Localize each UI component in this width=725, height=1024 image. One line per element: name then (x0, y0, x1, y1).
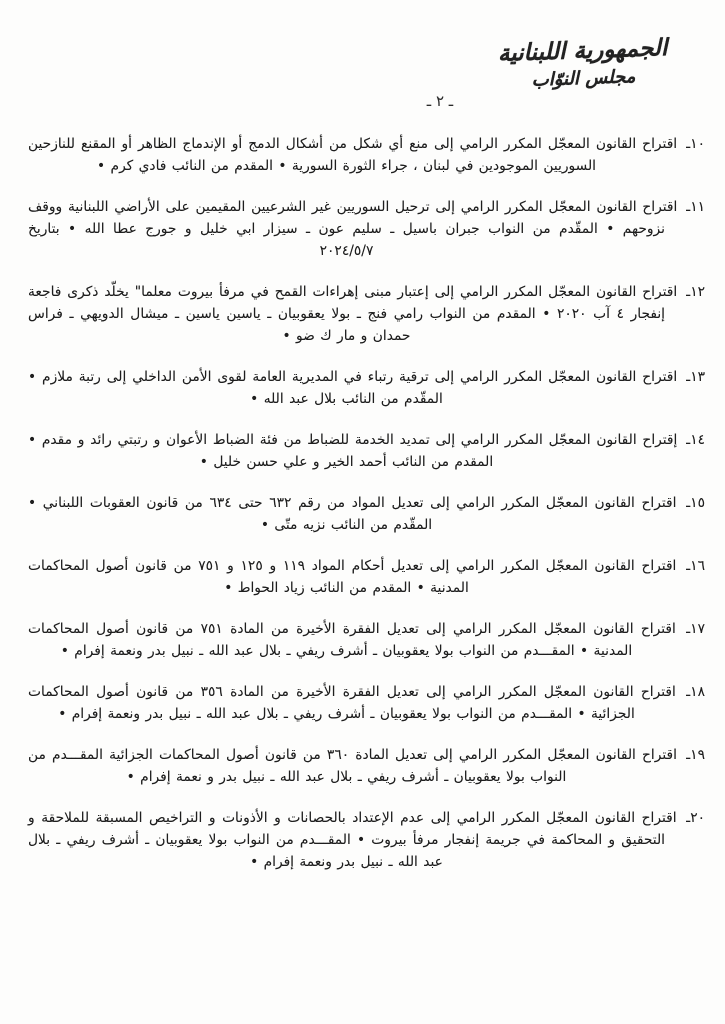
item-text: اقتراح القانون المعجّل المكرر الرامي إلى تعديل المواد من رقم ٦٣٢ حتى ٦٣٤ من قانون العقوبات اللبناني • المقّدم من النائب نزيه متّى • (28, 495, 677, 533)
republic-title: الجمهورية اللبنانية (497, 35, 668, 67)
item-text: اقتراح القانون المعجّل المكرر الرامي إلى تعديل الفقرة الأخيرة من المادة ٣٥٦ من قانون أصول المحاكمات الجزائية • المقـــدم من النواب بولا يعقوبيان ـ أشرف ريفي ـ بلال عبد الله ـ نبيل بدر ونعمة إفرام • (28, 684, 676, 722)
item-text: اقتراح القانون المعجّل المكرر الرامي إلى ترحيل السوريين غير الشرعيين المقيمين على الأراضي اللبنانية ووقف نزوحهم • المقّدم من النواب جبران باسيل ـ سليم عون ـ سيزار ابي خليل و جورج عطا الله • بتاريخ ٢٠٢٤/٥/٧ (28, 199, 678, 259)
item-number: ١٦ـ (686, 558, 705, 574)
list-item (28, 133, 705, 177)
item-number: ٢٠ـ (686, 810, 706, 826)
list-item (28, 492, 705, 536)
item-number: ١٣ـ (686, 369, 706, 385)
item-text: اقتراح القانون المعجّل المكرر الرامي إلى عدم الإعتداد بالحصانات و الأذونات و التراخيص المسبقة للملاحقة و التحقيق و المحاكمة في جريمة إنفجار مرفأ بيروت • المقـــدم من النواب بولا يعقوبيان ـ أشرف ريفي ـ بلال عبد الله ـ نبيل بدر ونعمة إفرام • (28, 810, 677, 870)
item-text: اقتراح القانون المعجّل المكرر الرامي إلى منع أي شكل من أشكال الدمج أو الإندماج الظاهر أو المقنع للنازحين السوريين الموجودين في لبنان ، جراء الثورة السورية • المقدم من النائب فادي كرم • (28, 136, 678, 174)
list-item (28, 196, 705, 262)
list-item (28, 555, 705, 599)
item-number: ١٤ـ (686, 432, 706, 448)
list-item (28, 744, 705, 788)
list-item (28, 281, 705, 347)
item-number: ١٧ـ (686, 621, 705, 637)
parliament-title: مجلس النوّاب (531, 66, 636, 91)
item-number: ١٨ـ (686, 684, 705, 700)
list-item (28, 429, 705, 473)
item-number: ١٩ـ (686, 747, 705, 763)
item-number: ١١ـ (686, 199, 706, 215)
page-number: ـ ٢ ـ (426, 92, 454, 110)
item-text: اقتراح القانون المعجّل المكرر الرامي إلى تعديل المادة ٣٦٠ من قانون أصول المحاكمات الجزائية المقـــدم من النواب بولا يعقوبيان ـ أشرف ريفي ـ بلال عبد الله ـ نبيل بدر و نعمة إفرام • (28, 747, 677, 785)
proposal-list (28, 133, 705, 892)
list-item (28, 807, 705, 873)
list-item (28, 618, 705, 662)
list-item (28, 366, 705, 410)
item-text: اقتراح القانون المعجّل المكرر الرامي إلى إعتبار مبنى إهراءات القمح في مرفأ بيروت معلما" يخلّد ذكرى فاجعة إنفجار ٤ آب ٢٠٢٠ • المقدم من النواب رامي فنج ـ بولا يعقوبيان ـ ياسين ياسين ـ ميشال الدويهي ـ فراس حمدان و مار ك ضو • (28, 284, 678, 344)
list-item (28, 681, 705, 725)
item-number: ١٢ـ (686, 284, 706, 300)
item-text: اقتراح القانون المعجّل المكرر الرامي إلى تعديل أحكام المواد ١١٩ و ١٢٥ و ٧٥١ من قانون أصول المحاكمات المدنية • المقدم من النائب زياد الحواط • (28, 558, 677, 596)
letterhead (462, 32, 704, 96)
item-text: اقتراح القانون المعجّل المكرر الرامي إلى تعديل الفقرة الأخيرة من المادة ٧٥١ من قانون أصول المحاكمات المدنية • المقـــدم من النواب بولا يعقوبيان ـ أشرف ريفي ـ بلال عبد الله ـ نبيل بدر ونعمة إفرام • (28, 621, 676, 659)
item-number: ١٥ـ (686, 495, 705, 511)
item-text: إقتراح القانون المعجّل المكرر الرامي إلى تمديد الخدمة للضباط من فئة الضباط الأعوان و رتبتي رائد و مقدم • المقدم من النائب أحمد الخير و علي حسن خليل • (28, 432, 678, 470)
item-number: ١٠ـ (686, 136, 705, 152)
item-text: اقتراح القانون المعجّل المكرر الرامي إلى ترقية رتباء في المديرية العامة لقوى الأمن الداخلي إلى رتبة ملازم • المقّدم من النائب بلال عبد الله • (28, 369, 678, 407)
